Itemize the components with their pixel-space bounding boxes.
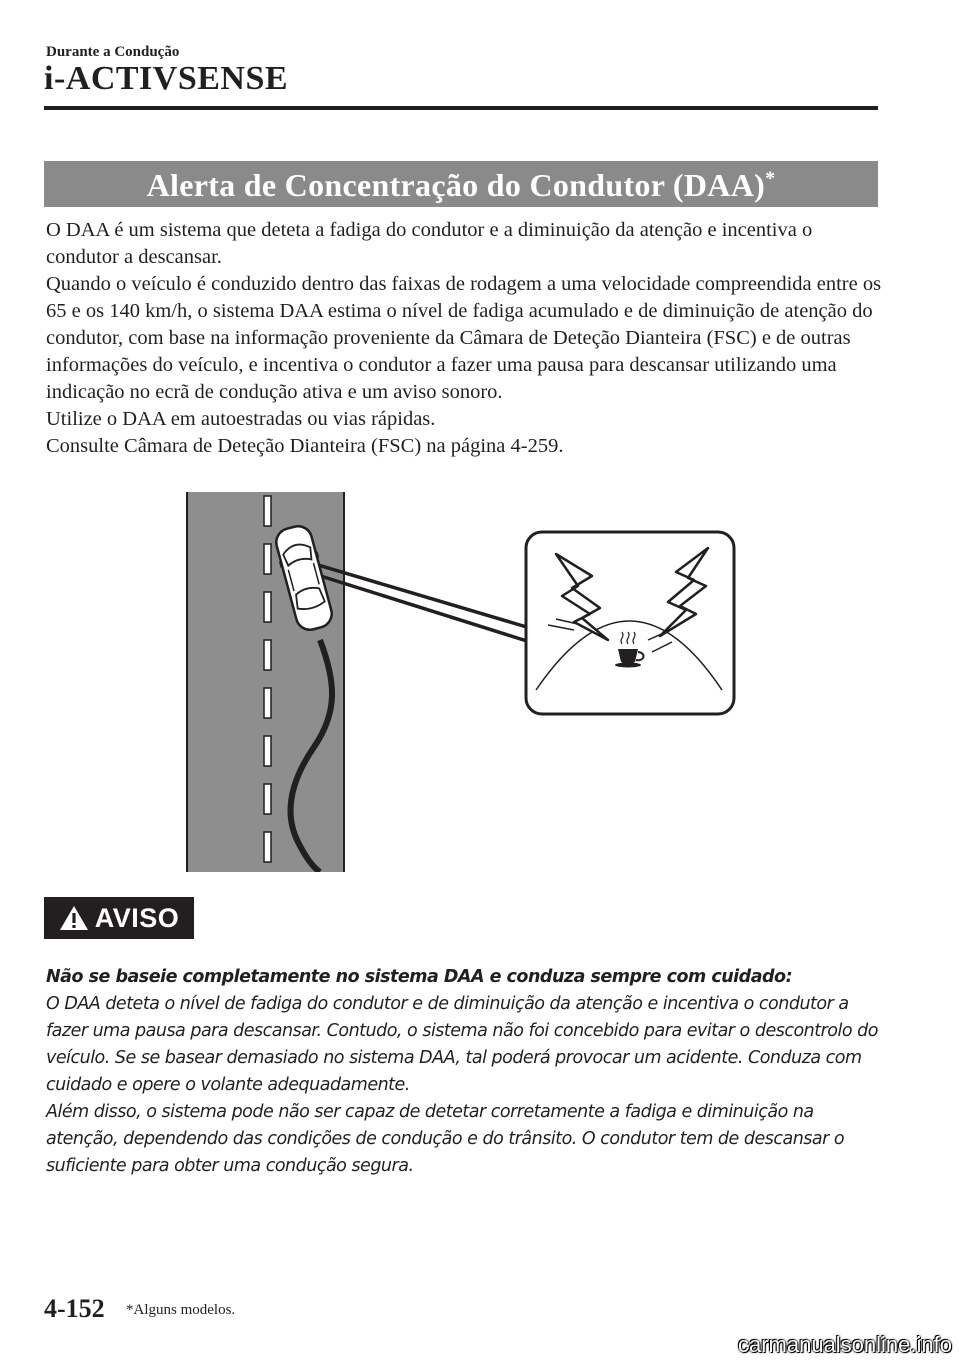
warning-badge-label: AVISO	[94, 902, 180, 933]
body-paragraph: Utilize o DAA em autoestradas ou vias rápidas.	[46, 408, 436, 430]
display-callout-frame	[526, 532, 734, 714]
section-title-bar	[44, 161, 878, 207]
daa-illustration	[186, 492, 746, 872]
page-number: 4-152	[44, 1294, 105, 1323]
header-rule	[44, 106, 878, 110]
warning-paragraph: Além disso, o sistema pode não ser capaz de detetar corretamente a fadiga e diminuição na atenção, dependendo das condições de condução e do trânsito. O condutor tem de descansar o suficiente para obter uma condução segura.	[46, 1102, 845, 1176]
chapter-title: i-ACTIVSENSE	[44, 60, 289, 97]
body-text	[46, 217, 882, 460]
body-paragraph: Consulte Câmara de Deteção Dianteira (FSC) na página 4-259.	[46, 435, 564, 457]
footnote: *Alguns modelos.	[126, 1302, 236, 1318]
section-title: Alerta de Concentração do Condutor (DAA)	[146, 167, 766, 203]
warning-triangle-icon	[59, 904, 89, 932]
body-paragraph: Quando o veículo é conduzido dentro das faixas de rodagem a uma velocidade compreendida entre os 65 e os 140 km/h, o sistema DAA estima o nível de fadiga acumulado e de diminuição de atenção do condutor, com base na informação proveniente da Câmara de Deteção Dianteira (FSC) e de outras informações do veículo, e incentiva o condutor a fazer uma pausa para descansar utilizando uma indicação no ecrã de condução ativa e um aviso sonoro.	[46, 273, 882, 403]
warning-heading: Não se baseie completamente no sistema DAA e conduza sempre com cuidado:	[46, 967, 793, 987]
body-paragraph: O DAA é um sistema que deteta a fadiga do condutor e a diminuição da atenção e incentiva o condutor a descansar.	[46, 219, 813, 268]
warning-text	[46, 964, 886, 1180]
warning-paragraph: O DAA deteta o nível de fadiga do condutor e de diminuição da atenção e incentiva o condutor a fazer uma pausa para descansar. Contudo, o sistema não foi concebido para evitar o descontrolo do veículo. Se se basear demasiado no sistema DAA, tal poderá provocar um acidente. Conduza com cuidado e opere o volante adequadamente.	[46, 994, 878, 1095]
section-label: Durante a Condução	[46, 44, 180, 60]
warning-badge	[44, 897, 194, 939]
optional-equipment-marker: *	[765, 167, 776, 190]
watermark: carmanualsonline.info	[737, 1332, 952, 1357]
